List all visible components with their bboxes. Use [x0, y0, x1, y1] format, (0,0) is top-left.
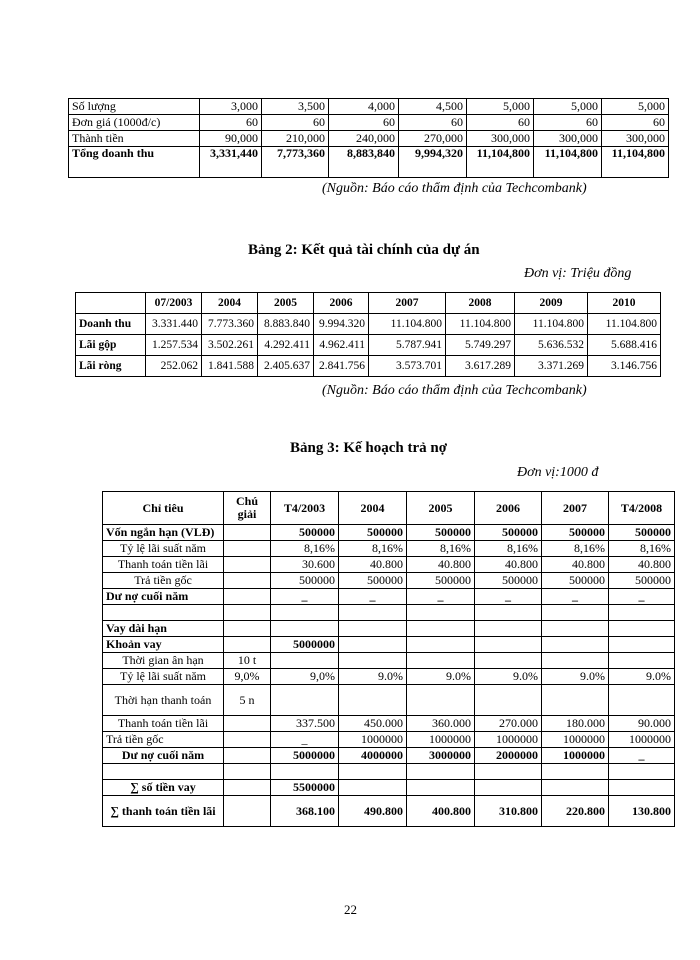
table-row [103, 653, 675, 669]
table-cell: 11,104,800 [534, 147, 602, 178]
table-cell [609, 621, 675, 637]
table-cell: 450.000 [339, 716, 407, 732]
note-cell [224, 716, 271, 732]
table-cell [542, 621, 609, 637]
table-cell: 4.292.411 [258, 335, 314, 356]
row-label: Vốn ngắn hạn (VLĐ) [103, 525, 224, 541]
table-cell: 500000 [339, 525, 407, 541]
column-header: 2008 [446, 293, 515, 314]
table2-title: Bảng 2: Kết quả tài chính của dự án [248, 242, 480, 258]
column-header: 2006 [475, 492, 542, 525]
table-cell: 11.104.800 [369, 314, 446, 335]
table-cell: 2.405.637 [258, 356, 314, 377]
table-cell [542, 780, 609, 796]
note-cell: 9,0% [224, 669, 271, 685]
table-row [69, 115, 669, 131]
table-cell [407, 780, 475, 796]
table-cell: 40.800 [609, 557, 675, 573]
table-cell [271, 653, 339, 669]
table-cell: 9.0% [407, 669, 475, 685]
table-cell: 8,16% [475, 541, 542, 557]
table-cell: 60 [467, 115, 534, 131]
table-cell: _ [475, 589, 542, 605]
row-label: Thời gian ân hạn [103, 653, 224, 669]
table-row [103, 621, 675, 637]
table-cell [339, 780, 407, 796]
table-cell: 310.800 [475, 796, 542, 827]
table-cell: 9.0% [542, 669, 609, 685]
table-cell: 252.062 [146, 356, 202, 377]
row-label: Doanh thu [76, 314, 146, 335]
column-header: 2009 [515, 293, 588, 314]
row-label: Dư nợ cuối năm [103, 748, 224, 764]
table-cell: 3.371.269 [515, 356, 588, 377]
table3-unit: Đơn vị:1000 đ [517, 465, 599, 480]
table-cell: 500000 [407, 525, 475, 541]
table-cell [339, 605, 407, 621]
table-row [103, 637, 675, 653]
row-label: Lãi ròng [76, 356, 146, 377]
table-cell: 1.257.534 [146, 335, 202, 356]
table-cell: 2.841.756 [314, 356, 369, 377]
table-cell: _ [542, 589, 609, 605]
table-cell [475, 605, 542, 621]
table-cell: 7,773,360 [262, 147, 329, 178]
table-cell [475, 685, 542, 716]
note-cell [224, 748, 271, 764]
table-row [76, 356, 661, 377]
table-cell: 337.500 [271, 716, 339, 732]
row-label: Thanh toán tiền lãi [103, 716, 224, 732]
row-label: Trả tiền gốc [103, 573, 224, 589]
column-header: 2005 [258, 293, 314, 314]
column-header: 2007 [542, 492, 609, 525]
table-row [103, 573, 675, 589]
table-cell: 500000 [609, 525, 675, 541]
note-cell [224, 573, 271, 589]
table-row [103, 557, 675, 573]
column-header: Chú giải [224, 492, 271, 525]
table-cell: _ [609, 748, 675, 764]
table-cell: 500000 [271, 525, 339, 541]
table-cell: 300,000 [602, 131, 669, 147]
note-cell [224, 621, 271, 637]
column-header: 2006 [314, 293, 369, 314]
column-header [76, 293, 146, 314]
table-cell [609, 764, 675, 780]
table-cell: 60 [262, 115, 329, 131]
table-row [69, 131, 669, 147]
note-cell [224, 525, 271, 541]
table-cell [475, 637, 542, 653]
table-cell: 3,331,440 [200, 147, 262, 178]
table-cell [271, 621, 339, 637]
row-label: Tổng doanh thu [69, 147, 200, 178]
table-cell: 1000000 [475, 732, 542, 748]
table-cell: 5.688.416 [588, 335, 661, 356]
table-cell: 9.994.320 [314, 314, 369, 335]
note-cell [224, 637, 271, 653]
table-cell: 8,16% [407, 541, 475, 557]
table-cell: 5,000 [467, 99, 534, 115]
table-cell: 368.100 [271, 796, 339, 827]
table-cell: 3,000 [200, 99, 262, 115]
table-cell: 130.800 [609, 796, 675, 827]
column-header: 2010 [588, 293, 661, 314]
column-header: 2004 [202, 293, 258, 314]
total-row [69, 147, 669, 178]
table-cell [475, 764, 542, 780]
table-cell: 60 [602, 115, 669, 131]
table-row [76, 314, 661, 335]
table-cell: 1000000 [339, 732, 407, 748]
table-cell: _ [271, 732, 339, 748]
header-row [103, 492, 675, 525]
row-label: Đơn giá (1000đ/c) [69, 115, 200, 131]
note-cell [224, 796, 271, 827]
note-cell [224, 541, 271, 557]
table-cell: _ [271, 589, 339, 605]
note-cell: 10 t [224, 653, 271, 669]
table-cell: 2000000 [475, 748, 542, 764]
table-cell: 8.883.840 [258, 314, 314, 335]
header-row [76, 293, 661, 314]
note-cell [224, 589, 271, 605]
table-row [103, 605, 675, 621]
table-cell: 8,16% [271, 541, 339, 557]
table-row [103, 541, 675, 557]
row-label: Khoản vay [103, 637, 224, 653]
table-cell [339, 653, 407, 669]
table-cell [475, 780, 542, 796]
table-cell: 4000000 [339, 748, 407, 764]
table-cell: 11,104,800 [602, 147, 669, 178]
table-cell: 1000000 [542, 732, 609, 748]
note-cell [224, 605, 271, 621]
table-cell: 7.773.360 [202, 314, 258, 335]
table-cell: 40.800 [475, 557, 542, 573]
column-header: Chỉ tiêu [103, 492, 224, 525]
table-cell: 3.331.440 [146, 314, 202, 335]
table-cell: 5000000 [271, 637, 339, 653]
table-cell: 500000 [475, 525, 542, 541]
table-row [103, 669, 675, 685]
table-cell: 90.000 [609, 716, 675, 732]
table-cell: 220.800 [542, 796, 609, 827]
table-cell: _ [609, 589, 675, 605]
row-label [103, 764, 224, 780]
table-cell [407, 637, 475, 653]
note-cell: 5 n [224, 685, 271, 716]
table-cell: 60 [329, 115, 399, 131]
table-cell: 400.800 [407, 796, 475, 827]
table-cell [542, 653, 609, 669]
table-cell: 11,104,800 [467, 147, 534, 178]
table-row [103, 685, 675, 716]
table-cell: 5.636.532 [515, 335, 588, 356]
row-label: Số lượng [69, 99, 200, 115]
page-number: 22 [344, 902, 357, 917]
column-header: 2005 [407, 492, 475, 525]
table-cell: 240,000 [329, 131, 399, 147]
table-cell: 4.962.411 [314, 335, 369, 356]
financial-results-table [75, 292, 661, 377]
table-cell: 9,0% [271, 669, 339, 685]
row-label: Dư nợ cuối năm [103, 589, 224, 605]
table-cell: 500000 [271, 573, 339, 589]
row-label: Trả tiền gốc [103, 732, 224, 748]
row-label: Thanh toán tiền lãi [103, 557, 224, 573]
table-cell: 5000000 [271, 748, 339, 764]
table-cell [407, 621, 475, 637]
table-cell: 5,000 [534, 99, 602, 115]
table-cell: 1000000 [542, 748, 609, 764]
table-cell: 9.0% [339, 669, 407, 685]
table-cell: _ [407, 589, 475, 605]
column-header: 2007 [369, 293, 446, 314]
source-note-1: (Nguồn: Báo cáo thẩm định của Techcombank) [322, 181, 587, 196]
table3-title: Bảng 3: Kế hoạch trả nợ [290, 440, 448, 456]
table-cell: 500000 [407, 573, 475, 589]
row-label: Thời hạn thanh toán [103, 685, 224, 716]
table-cell [609, 653, 675, 669]
table-cell [609, 685, 675, 716]
table-cell: 8,16% [339, 541, 407, 557]
table-cell [407, 764, 475, 780]
table-cell [339, 637, 407, 653]
table-cell: 11.104.800 [515, 314, 588, 335]
table-cell: 3.573.701 [369, 356, 446, 377]
table-cell: 500000 [542, 573, 609, 589]
table-cell: 3,500 [262, 99, 329, 115]
table-cell: 360.000 [407, 716, 475, 732]
table-cell: 8,16% [609, 541, 675, 557]
row-label: Tỷ lệ lãi suất năm [103, 669, 224, 685]
table-cell [609, 637, 675, 653]
table-cell [609, 780, 675, 796]
table-row [103, 748, 675, 764]
row-label [103, 605, 224, 621]
table-cell: 1.841.588 [202, 356, 258, 377]
table-cell: 40.800 [407, 557, 475, 573]
table-cell [542, 605, 609, 621]
table-cell: 30.600 [271, 557, 339, 573]
note-cell [224, 732, 271, 748]
table-row [103, 732, 675, 748]
table-cell [542, 637, 609, 653]
column-header: T4/2008 [609, 492, 675, 525]
table-cell: 40.800 [339, 557, 407, 573]
column-header: 2004 [339, 492, 407, 525]
table-cell: 9,994,320 [399, 147, 467, 178]
table-cell: 11.104.800 [588, 314, 661, 335]
table-cell [271, 764, 339, 780]
table-cell: 8,16% [542, 541, 609, 557]
table-cell [339, 685, 407, 716]
table-cell: 180.000 [542, 716, 609, 732]
table-row [76, 335, 661, 356]
table-row [69, 99, 669, 115]
table2-unit: Đơn vị: Triệu đồng [524, 266, 632, 281]
table-cell [475, 653, 542, 669]
table-cell: 40.800 [542, 557, 609, 573]
table-cell: 3.146.756 [588, 356, 661, 377]
table-cell: 210,000 [262, 131, 329, 147]
table-cell [407, 685, 475, 716]
table-cell: 11.104.800 [446, 314, 515, 335]
table-cell: 4,000 [329, 99, 399, 115]
table-cell [339, 764, 407, 780]
row-label: ∑ thanh toán tiền lãi [103, 796, 224, 827]
table-row [103, 764, 675, 780]
note-cell [224, 557, 271, 573]
table-cell: _ [339, 589, 407, 605]
table-cell: 8,883,840 [329, 147, 399, 178]
table-cell [271, 685, 339, 716]
table-cell: 3000000 [407, 748, 475, 764]
table-cell [271, 605, 339, 621]
table-row [103, 525, 675, 541]
table-cell: 500000 [609, 573, 675, 589]
debt-repayment-table [102, 491, 675, 827]
sales-table [68, 98, 669, 178]
table-cell [339, 621, 407, 637]
table-cell [542, 685, 609, 716]
table-cell: 90,000 [200, 131, 262, 147]
table-cell: 60 [200, 115, 262, 131]
table-cell: 60 [534, 115, 602, 131]
table-cell: 270,000 [399, 131, 467, 147]
row-label: ∑ số tiền vay [103, 780, 224, 796]
table-cell: 1000000 [407, 732, 475, 748]
table-cell: 5500000 [271, 780, 339, 796]
row-label: Lãi gộp [76, 335, 146, 356]
table-cell: 9.0% [475, 669, 542, 685]
table-cell: 3.617.289 [446, 356, 515, 377]
row-label: Vay dài hạn [103, 621, 224, 637]
table-cell: 270.000 [475, 716, 542, 732]
table-row [103, 780, 675, 796]
table-cell: 1000000 [609, 732, 675, 748]
table-cell: 300,000 [467, 131, 534, 147]
row-label: Thành tiền [69, 131, 200, 147]
table-cell: 4,500 [399, 99, 467, 115]
column-header: T4/2003 [271, 492, 339, 525]
table-row [103, 716, 675, 732]
table-cell: 500000 [339, 573, 407, 589]
table-row [103, 589, 675, 605]
table-cell: 500000 [475, 573, 542, 589]
table-cell: 300,000 [534, 131, 602, 147]
table-cell [407, 605, 475, 621]
table-cell: 500000 [542, 525, 609, 541]
note-cell [224, 764, 271, 780]
column-header: 07/2003 [146, 293, 202, 314]
table-cell [542, 764, 609, 780]
table-cell: 5,000 [602, 99, 669, 115]
table-cell: 490.800 [339, 796, 407, 827]
table-cell [609, 605, 675, 621]
table-cell [475, 621, 542, 637]
table-cell: 60 [399, 115, 467, 131]
source-note-2: (Nguồn: Báo cáo thẩm định của Techcombank) [322, 383, 587, 398]
table-cell: 9.0% [609, 669, 675, 685]
table-cell [407, 653, 475, 669]
note-cell [224, 780, 271, 796]
table-cell: 3.502.261 [202, 335, 258, 356]
table-cell: 5.787.941 [369, 335, 446, 356]
row-label: Tỷ lệ lãi suất năm [103, 541, 224, 557]
table-cell: 5.749.297 [446, 335, 515, 356]
table-row [103, 796, 675, 827]
